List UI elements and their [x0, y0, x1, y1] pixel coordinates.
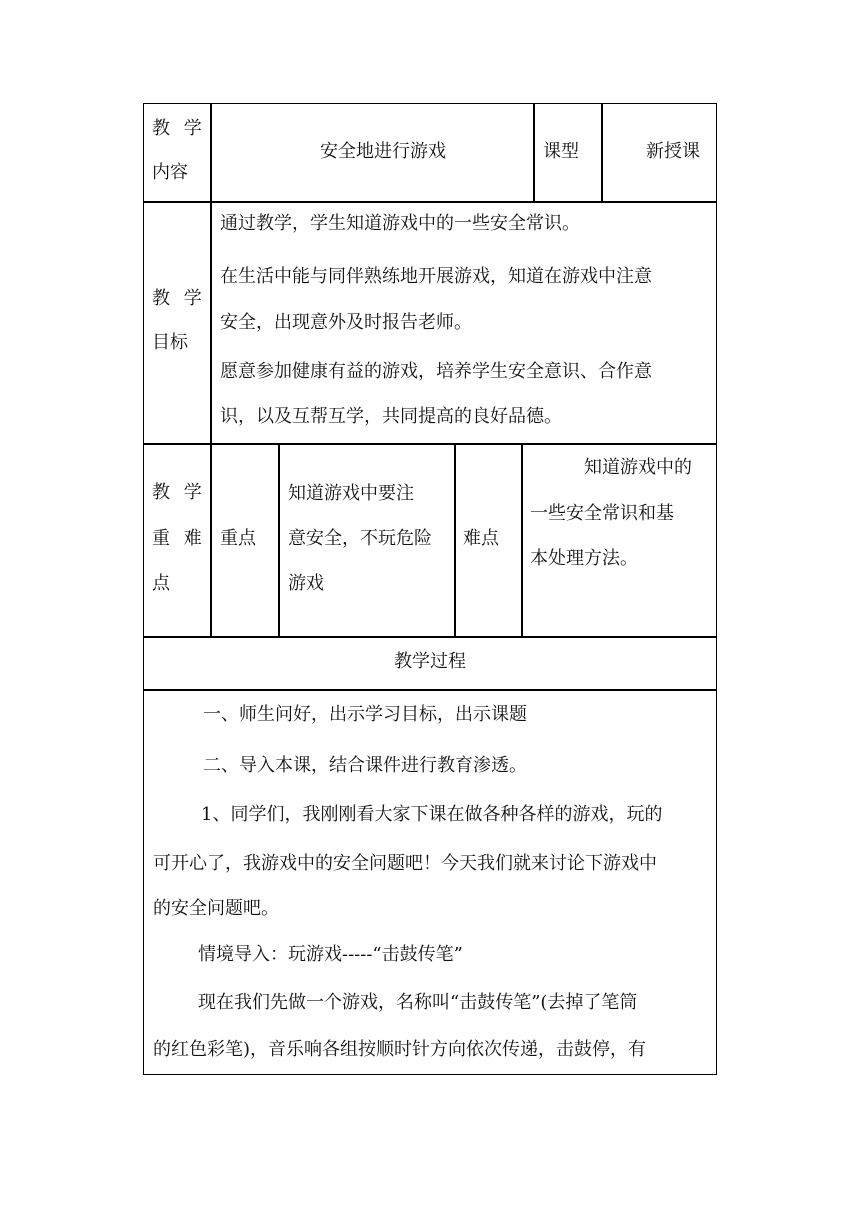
key-point-line: 游戏	[288, 573, 324, 594]
row-divider	[143, 201, 717, 203]
lesson-plan-table	[143, 103, 717, 1075]
key-point-label: 重点	[220, 528, 256, 549]
content-label-line2: 内容	[152, 162, 188, 183]
key-point-line: 意安全，不玩危险	[288, 528, 432, 549]
difficult-point-line: 知道游戏中的	[584, 457, 692, 478]
keypoints-label-line1: 教 学	[152, 482, 206, 503]
process-line: 二、导入本课，结合课件进行教育渗透。	[203, 755, 527, 776]
process-line: 的安全问题吧。	[153, 898, 279, 919]
row-divider	[143, 636, 717, 638]
difficult-point-label: 难点	[463, 528, 499, 549]
column-divider	[278, 443, 280, 637]
process-line: 1、同学们，我刚刚看大家下课在做各种各样的游戏，玩的	[201, 804, 663, 825]
key-point-line: 知道游戏中要注	[288, 483, 414, 504]
process-line: 现在我们先做一个游戏，名称叫“击鼓传笔”(去掉了笔筒	[198, 992, 638, 1013]
goal-line: 识，以及互帮互学，共同提高的良好品德。	[220, 406, 562, 427]
difficult-point-line: 本处理方法。	[530, 548, 638, 569]
goal-line: 安全，出现意外及时报告老师。	[220, 312, 472, 333]
goal-line: 愿意参加健康有益的游戏，培养学生安全意识、合作意	[220, 361, 652, 382]
column-divider	[533, 103, 535, 201]
process-line: 可开心了，我游戏中的安全问题吧！今天我们就来讨论下游戏中	[153, 853, 657, 874]
process-header: 教学过程	[394, 651, 466, 672]
content-label-line1: 教 学	[152, 118, 206, 139]
column-divider	[210, 103, 212, 201]
row-divider	[143, 689, 717, 691]
goal-line: 通过教学，学生知道游戏中的一些安全常识。	[220, 213, 580, 234]
column-divider	[521, 443, 523, 637]
lesson-title: 安全地进行游戏	[320, 141, 446, 162]
process-line: 一、师生问好，出示学习目标，出示课题	[203, 704, 527, 725]
column-divider	[601, 103, 603, 201]
column-divider	[454, 443, 456, 637]
difficult-point-line: 一些安全常识和基	[530, 503, 674, 524]
goals-label-line1: 教 学	[152, 288, 206, 309]
process-line: 的红色彩笔)，音乐响各组按顺时针方向依次传递，击鼓停，有	[153, 1039, 647, 1060]
lesson-type-label: 课型	[543, 141, 579, 162]
keypoints-label-line3: 点	[152, 573, 170, 594]
lesson-type-value: 新授课	[646, 141, 700, 162]
column-divider	[210, 443, 212, 637]
column-divider	[210, 201, 212, 444]
goals-label-line2: 目标	[152, 332, 188, 353]
goal-line: 在生活中能与同伴熟练地开展游戏，知道在游戏中注意	[220, 266, 652, 287]
keypoints-label-line2: 重 难	[152, 528, 206, 549]
process-line: 情境导入：玩游戏-----“击鼓传笔”	[198, 944, 463, 965]
row-divider	[143, 443, 717, 445]
